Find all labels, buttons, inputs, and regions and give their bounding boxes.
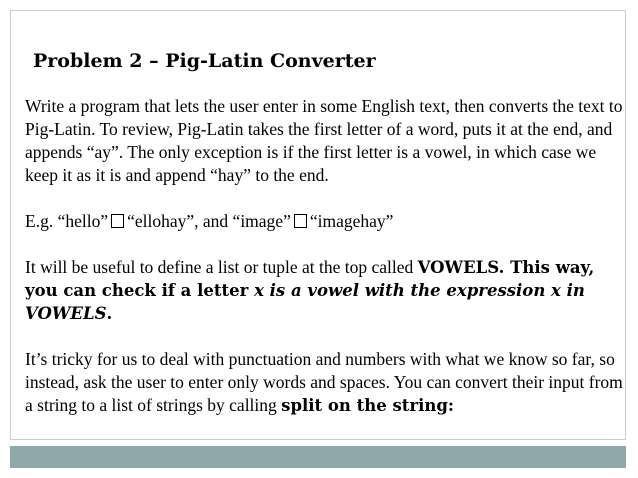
split-paragraph — [25, 348, 627, 417]
example-hello: “hello” — [57, 211, 109, 231]
example-imagehay: “imagehay” — [309, 211, 394, 231]
split-text: It’s tricky for us to deal with punctuation and numbers with what we know so far, so instead, ask the user to enter only words and spaces. You can convert their input from a string to a list of strings by calling — [25, 349, 623, 415]
slide — [10, 10, 626, 440]
example-prefix: E.g. — [25, 211, 58, 231]
arrow-placeholder-icon — [111, 214, 124, 228]
slide-body — [25, 95, 627, 417]
split-bold: split on the string: — [281, 396, 454, 415]
vowels-text: It will be useful to define a list or tuple at the top called — [25, 257, 418, 277]
intro-paragraph: Write a program that lets the user enter in some English text, then converts the text to Pig-Latin. To review, Pig-Latin takes the first letter of a word, puts it at the end, and appends “ay”. The only exception is if the first letter is a vowel, in which case we keep it as it is and append “hay” to the end. — [25, 96, 623, 185]
page-title: Problem 2 – Pig-Latin Converter — [33, 50, 376, 72]
footer-bar — [10, 446, 626, 468]
example-ellohay: “ellohay”, and — [127, 211, 233, 231]
arrow-placeholder-icon — [294, 214, 307, 228]
vowels-italic: x is a vowel with the expression x in VOWELS — [25, 281, 585, 323]
vowels-paragraph — [25, 256, 627, 325]
example-paragraph — [25, 210, 627, 233]
vowels-bold: VOWELS. This way, you can check if a letter — [25, 258, 595, 300]
example-image: “image” — [232, 211, 291, 231]
vowels-end: . — [106, 304, 113, 323]
